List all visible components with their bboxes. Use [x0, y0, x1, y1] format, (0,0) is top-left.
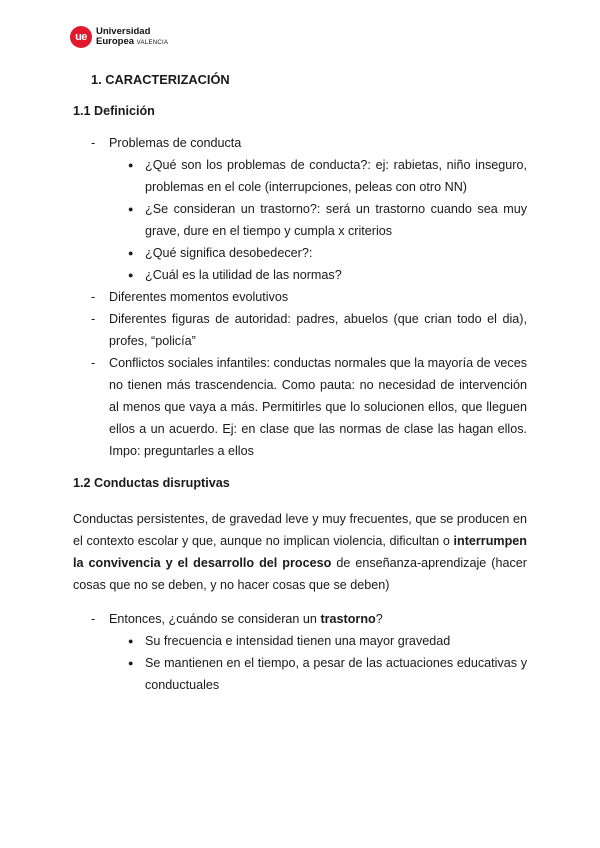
definition-list — [73, 132, 527, 462]
bullet-item: ● Se mantienen en el tiempo, a pesar de las actuaciones educativas y conductuales — [128, 656, 527, 692]
dash-marker: - — [91, 136, 96, 150]
list-item-moments: - Diferentes momentos evolutivos — [91, 290, 289, 304]
bullet-item: ● ¿Qué significa desobedecer?: — [128, 246, 313, 260]
logo-line2: Europea VALENCIA — [96, 35, 169, 47]
list-item-question: - Entonces, ¿cuándo se consideran un trastorno? ● Su frecuencia e intensidad tienen una mayor gravedad ● Se mantienen en el tiempo, a pesar de las actuaciones educativas y conductuales — [73, 608, 527, 696]
document-page — [73, 72, 527, 696]
bullet-item: ● ¿Qué son los problemas de conducta?: ej: rabietas, niño inseguro, problemas en el cole (interrupciones, peleas con otro NN) — [128, 158, 527, 194]
section-1-2-title: 1.2 Conductas disruptivas — [73, 476, 230, 490]
bullet-item: ● ¿Se consideran un trastorno?: será un trastorno cuando sea muy grave, dure en el tiempo y cumpla x criterios — [128, 202, 527, 238]
bold-term: trastorno — [320, 612, 376, 626]
list-item-conflicts: - Conflictos sociales infantiles: conductas normales que la mayoría de veces no tienen más trascendencia. Como pauta: no necesidad de intervención al menos que vaya a más. Permitirles que lo solucionen ellos, que lleguen ellos a un acuerdo. Ej: en clase que las normas de clase las hagan ellos. Impo: preguntarles a ellos — [91, 356, 527, 458]
bullet-item: ● ¿Cuál es la utilidad de las normas? — [128, 268, 342, 282]
disruptive-paragraph: Conductas persistentes, de gravedad leve y muy frecuentes, que se producen en el contexto escolar y que, aunque no implican violencia, dificultan o interrumpen la convivencia y el desarrollo del proceso de enseñanza-aprendizaje (hacer cosas que no se deben, y no hacer cosas que se deben) — [73, 512, 527, 592]
list-item-figures: - Diferentes figuras de autoridad: padres, abuelos (que crian todo el dia), profes, “policía” — [91, 312, 527, 348]
bullet-item: ● Su frecuencia e intensidad tienen una mayor gravedad — [128, 634, 451, 648]
university-logo — [70, 26, 168, 48]
logo-text — [96, 27, 168, 48]
disorder-list — [73, 608, 527, 696]
logo-line1: Universidad — [96, 25, 151, 37]
bold-phrase: interrumpen la convivencia y el desarrollo del proceso — [73, 534, 527, 570]
list-item-problems: - Problemas de conducta ● ¿Qué son los problemas de conducta?: ej: rabietas, niño inseguro, problemas en el cole (interrupciones, peleas con otro NN) ● ¿Se consideran un trastorno?: será un trastorno cuando sea muy grave, dure en el tiempo y cumpla x criterios ● ¿Qué significa desobedecer?: ● ¿Cuál es la utilidad de las normas? — [73, 132, 527, 286]
problems-bullets — [109, 154, 527, 286]
logo-mark: ue — [70, 26, 92, 48]
section-1-title: 1. CARACTERIZACIÓN — [91, 72, 230, 87]
section-1-1-title: 1.1 Definición — [73, 104, 155, 118]
disorder-bullets — [109, 630, 527, 696]
logo-city: VALENCIA — [136, 39, 169, 46]
